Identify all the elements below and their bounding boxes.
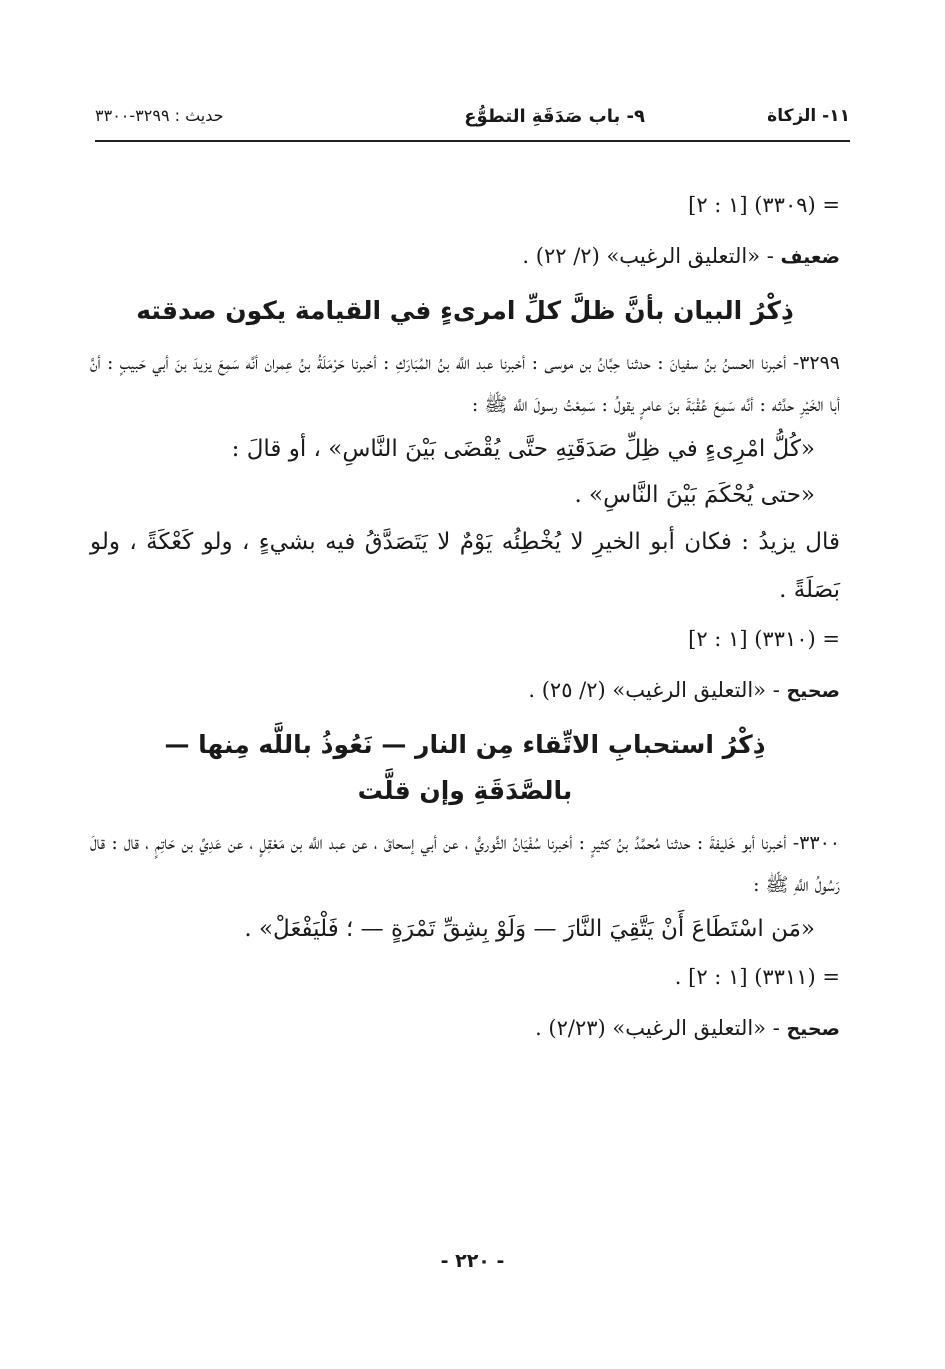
grade-source: - «التعليق الرغيب» (٢/ ٢٥) . xyxy=(528,678,787,702)
section-title: ٩- باب صَدَقَةِ التطوُّع xyxy=(464,106,645,127)
narrator-comment: قال يزيدُ : فكان أبو الخيرِ لا يُخْطِئُه يَوْمٌ لا يَتَصَدَّقُ فيه بشيءٍ ، ولو كَعْكَةً ، ولو بَصَلَةً . xyxy=(90,529,840,603)
grading-note xyxy=(90,670,840,710)
chapter-title: ١١- الزكاة xyxy=(767,106,850,126)
cross-reference: = (٣٣١٠) [١ : ٢] xyxy=(688,627,840,651)
grade-source: - «التعليق الرغيب» (٢/ ٢٢) . xyxy=(522,244,781,268)
page-body xyxy=(90,180,840,1048)
hadith-isnad: ٣٣٠٠- أخبرنا أبو خَليفةَ : حدثنا مُحمَّدُ بنُ كثيرٍ : أخبرنا سُفْيَانُ الثَّوريُّ ، عن أبي إسحاقَ ، عن عبد اللَّه بن مَعْقِلٍ ، عن عَدِيِّ بن حَاتِمٍ ، قال : قالَ رَسُولُ اللَّهِ ﷺ : xyxy=(90,832,840,896)
cross-reference: = (٣٣٠٩) [١ : ٢] xyxy=(688,193,840,217)
grade-source: - «التعليق الرغيب» (٢/٢٣) . xyxy=(535,1016,787,1040)
hadith-range: حديث : ٣٢٩٩-٣٣٠٠ xyxy=(95,106,224,125)
chapter-heading: ذِكْرُ البيان بأنَّ ظلَّ كلِّ امرىءٍ في القيامة يكون صدقته xyxy=(136,296,794,325)
running-header xyxy=(95,100,850,136)
grading-note xyxy=(90,1008,840,1048)
header-divider xyxy=(95,140,850,142)
grade-word: صحيح xyxy=(786,680,840,702)
cross-reference: = (٣٣١١) [١ : ٢] . xyxy=(674,965,840,989)
hadith-text: «حتى يُحْكَمَ بَيْنَ النَّاسِ» . xyxy=(574,482,815,508)
grade-word: ضعيف xyxy=(780,246,840,268)
hadith-text: «كُلُّ امْرِىءٍ في ظِلِّ صَدَقَتِهِ حتَّى يُقْضَى بَيْنَ النَّاسِ» ، أو قالَ : xyxy=(231,436,815,462)
chapter-heading: ذِكْرُ استحبابِ الاتِّقاء مِن النار — نَعُوذُ باللَّه مِنها — xyxy=(164,730,766,759)
hadith-isnad: ٣٢٩٩- أخبرنا الحسنُ بنُ سفيانَ : حدثنا حِبَّانُ بن موسى : أخبرنا عبد اللَّه بنُ المُبَارَكِ : أخبرنا حَرْمَلَةُ بنُ عِمران أنَّه سَمِعَ يزيدَ بنَ أبي حَبيبٍ : أنَّ أبا الخَيْرِ حدَّثه : أنَّه سَمِعَ عُقْبَةَ بنَ عامرٍ يقولُ : سَمِعْتُ رسولَ اللَّه ﷺ : xyxy=(90,352,840,416)
hadith-text: «مَن اسْتَطَاعَ أَنْ يَتَّقِيَ النَّارَ — وَلَوْ بِشِقِّ تَمْرَةٍ — ؛ فَلْيَفْعَلْ» . xyxy=(244,916,815,942)
grade-word: صحيح xyxy=(786,1018,840,1040)
page-number: - ٢٢٠ - xyxy=(440,1250,505,1272)
chapter-heading-cont: بالصَّدَقَةِ وإن قلَّت xyxy=(357,776,573,805)
grading-note xyxy=(90,236,840,276)
